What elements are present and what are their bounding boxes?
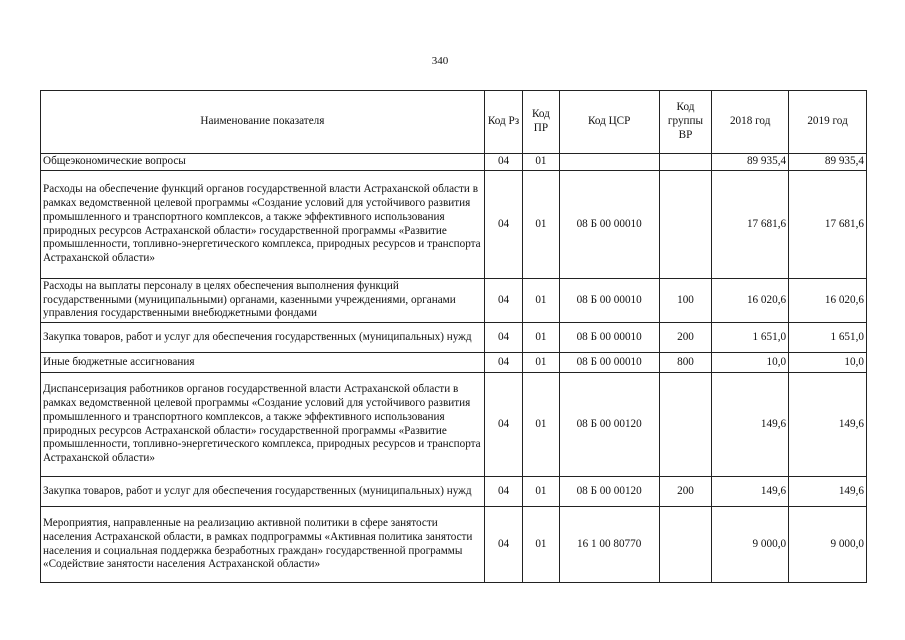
row-2018: 149,6 — [712, 477, 789, 507]
table-row — [41, 477, 867, 507]
row-rz: 04 — [484, 477, 522, 507]
row-pr: 01 — [523, 507, 559, 583]
row-vr — [659, 171, 712, 279]
table-row — [41, 353, 867, 373]
row-2019: 9 000,0 — [789, 507, 867, 583]
row-pr: 01 — [523, 477, 559, 507]
row-2019: 149,6 — [789, 373, 867, 477]
table-row — [41, 154, 867, 171]
row-vr: 200 — [659, 477, 712, 507]
row-csr: 08 Б 00 00010 — [559, 279, 659, 323]
row-2019: 89 935,4 — [789, 154, 867, 171]
row-name: Закупка товаров, работ и услуг для обеспечения государственных (муниципальных) нужд — [41, 477, 485, 507]
row-2018: 17 681,6 — [712, 171, 789, 279]
row-2018: 10,0 — [712, 353, 789, 373]
row-rz: 04 — [484, 373, 522, 477]
header-name: Наименование показателя — [41, 91, 485, 154]
row-2019: 10,0 — [789, 353, 867, 373]
header-csr: Код ЦСР — [559, 91, 659, 154]
row-name: Иные бюджетные ассигнования — [41, 353, 485, 373]
row-rz: 04 — [484, 279, 522, 323]
row-vr: 800 — [659, 353, 712, 373]
row-csr: 08 Б 00 00010 — [559, 323, 659, 353]
row-name: Общеэкономические вопросы — [41, 154, 485, 171]
table-row — [41, 373, 867, 477]
header-pr: Код ПР — [523, 91, 559, 154]
row-pr: 01 — [523, 154, 559, 171]
row-2019: 1 651,0 — [789, 323, 867, 353]
row-rz: 04 — [484, 171, 522, 279]
row-2018: 9 000,0 — [712, 507, 789, 583]
row-2018: 89 935,4 — [712, 154, 789, 171]
row-vr — [659, 373, 712, 477]
table-row — [41, 279, 867, 323]
row-name: Диспансеризация работников органов государственной власти Астраханской области в рамках ведомственной целевой программы «Создание условий для устойчивого развития промышленного и транспортного комплексов, а также эффективного использования природных ресурсов Астраханской области» государственной программы «Развитие промышленности, топливно-энергетического комплекса, природных ресурсов и транспорта Астраханской области» — [41, 373, 485, 477]
row-pr: 01 — [523, 353, 559, 373]
table-header-row — [41, 91, 867, 154]
budget-table — [40, 90, 867, 583]
row-vr: 100 — [659, 279, 712, 323]
row-pr: 01 — [523, 279, 559, 323]
header-vr: Код группы ВР — [659, 91, 712, 154]
row-rz: 04 — [484, 323, 522, 353]
row-2019: 17 681,6 — [789, 171, 867, 279]
table-row — [41, 323, 867, 353]
row-rz: 04 — [484, 507, 522, 583]
row-vr — [659, 154, 712, 171]
row-rz: 04 — [484, 154, 522, 171]
row-vr: 200 — [659, 323, 712, 353]
row-2018: 149,6 — [712, 373, 789, 477]
table-row — [41, 507, 867, 583]
row-csr: 08 Б 00 00010 — [559, 353, 659, 373]
page-number: 340 — [431, 55, 449, 67]
row-2019: 149,6 — [789, 477, 867, 507]
row-pr: 01 — [523, 373, 559, 477]
header-2019: 2019 год — [789, 91, 867, 154]
row-name: Мероприятия, направленные на реализацию активной политики в сфере занятости населения Астраханской области, в рамках подпрограммы «Активная политика занятости населения и социальная поддержка безработных граждан» государственной программы «Содействие занятости населения Астраханской области» — [41, 507, 485, 583]
row-2019: 16 020,6 — [789, 279, 867, 323]
row-name: Расходы на выплаты персоналу в целях обеспечения выполнения функций государственными (муниципальными) органами, казенными учреждениями, органами управления государственными внебюджетными фондами — [41, 279, 485, 323]
row-name: Закупка товаров, работ и услуг для обеспечения государственных (муниципальных) нужд — [41, 323, 485, 353]
row-pr: 01 — [523, 323, 559, 353]
header-rz: Код Рз — [484, 91, 522, 154]
row-pr: 01 — [523, 171, 559, 279]
row-2018: 16 020,6 — [712, 279, 789, 323]
row-vr — [659, 507, 712, 583]
row-csr: 08 Б 00 00010 — [559, 171, 659, 279]
row-csr — [559, 154, 659, 171]
header-2018: 2018 год — [712, 91, 789, 154]
table-row — [41, 171, 867, 279]
row-csr: 08 Б 00 00120 — [559, 477, 659, 507]
row-2018: 1 651,0 — [712, 323, 789, 353]
row-csr: 16 1 00 80770 — [559, 507, 659, 583]
row-rz: 04 — [484, 353, 522, 373]
row-csr: 08 Б 00 00120 — [559, 373, 659, 477]
row-name: Расходы на обеспечение функций органов государственной власти Астраханской области в рамках ведомственной целевой программы «Создание условий для устойчивого развития промышленного и транспортного комплексов, а также эффективного использования природных ресурсов Астраханской области» государственной программы «Развитие промышленности, топливно-энергетического комплекса, природных ресурсов и транспорта Астраханской области» — [41, 171, 485, 279]
